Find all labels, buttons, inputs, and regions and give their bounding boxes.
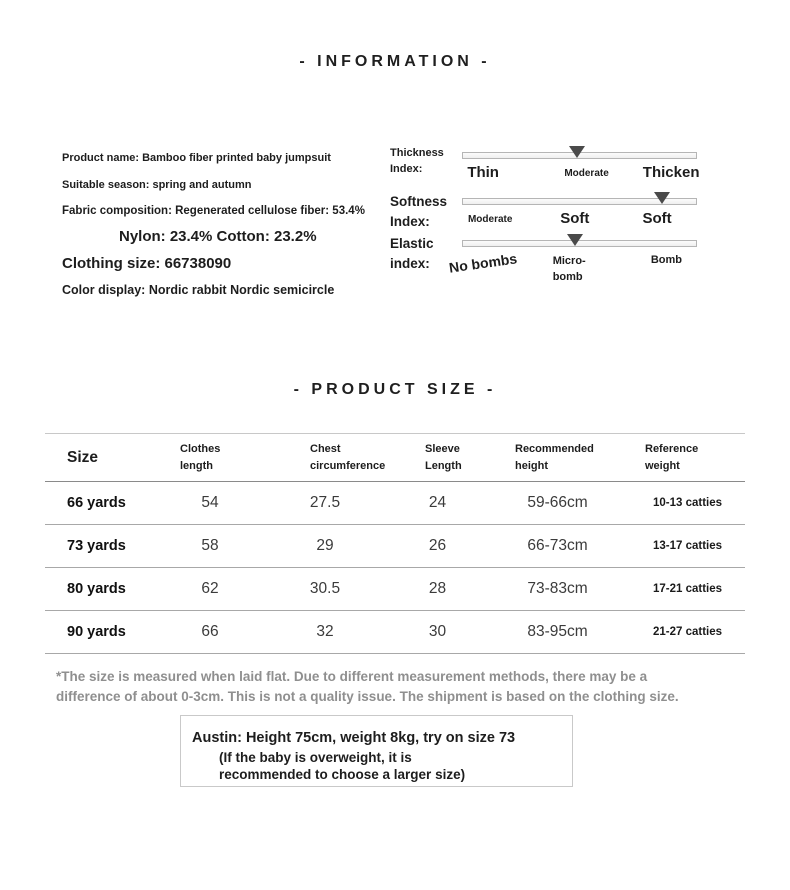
fit-note-line2: recommended to choose a larger size) bbox=[219, 767, 466, 782]
cell-sleeve: 24 bbox=[428, 494, 447, 511]
footnote-line2: difference of about 0-3cm. This is not a quality issue. The shipment is based on the clothing size. bbox=[56, 689, 679, 704]
table-row-80 bbox=[45, 568, 745, 611]
product-size-title: - PRODUCT SIZE - bbox=[293, 381, 497, 398]
index-scales bbox=[390, 144, 712, 294]
cell-size: 73 yards bbox=[67, 538, 126, 554]
cell-size: 90 yards bbox=[67, 624, 126, 640]
table-row-73 bbox=[45, 525, 745, 568]
elastic-label-line1: Elastic bbox=[390, 236, 434, 251]
cell-weight: 10-13 catties bbox=[652, 497, 723, 509]
cell-weight: 13-17 catties bbox=[652, 540, 723, 552]
col-header-recommended-height: Recommended height bbox=[515, 443, 594, 472]
cell-sleeve: 28 bbox=[428, 580, 447, 597]
cell-weight: 17-21 catties bbox=[652, 583, 723, 595]
cell-height: 66-73cm bbox=[527, 537, 588, 554]
elastic-marker-icon bbox=[567, 234, 583, 246]
model-fit-note-box bbox=[180, 715, 573, 787]
elastic-level-no-bombs: No bombs bbox=[448, 250, 519, 276]
col-header-chest-circumference: Chest circumference bbox=[310, 443, 386, 472]
information-title: - INFORMATION - bbox=[299, 53, 491, 70]
elastic-levels bbox=[448, 250, 697, 288]
cell-clothes-length: 54 bbox=[201, 494, 219, 511]
product-name-line: Product name: Bamboo fiber printed baby jumpsuit bbox=[62, 152, 331, 164]
fit-note-line1: (If the baby is overweight, it is bbox=[219, 750, 412, 765]
elastic-level-micro-bomb: Micro-bomb bbox=[552, 255, 586, 283]
cell-chest: 27.5 bbox=[309, 494, 341, 511]
thickness-level-thicken: Thicken bbox=[642, 164, 700, 181]
cell-height: 73-83cm bbox=[527, 580, 588, 597]
table-row-66 bbox=[45, 482, 745, 525]
softness-level-soft-1: Soft bbox=[560, 210, 590, 227]
cell-sleeve: 26 bbox=[428, 537, 447, 554]
cell-sleeve: 30 bbox=[428, 623, 447, 640]
fabric-composition-line: Fabric composition: Regenerated cellulose fiber: 53.4% bbox=[62, 205, 365, 217]
suitable-season-line: Suitable season: spring and autumn bbox=[62, 179, 252, 191]
softness-level-soft-2: Soft bbox=[642, 210, 672, 227]
cell-clothes-length: 62 bbox=[201, 580, 219, 597]
softness-level-moderate: Moderate bbox=[467, 214, 513, 225]
cell-height: 59-66cm bbox=[527, 494, 588, 511]
cell-size: 80 yards bbox=[67, 581, 126, 597]
fit-note-title: Austin: Height 75cm, weight 8kg, try on size 73 bbox=[192, 730, 516, 746]
cell-size: 66 yards bbox=[67, 495, 126, 511]
thickness-label-line2: Index: bbox=[390, 162, 423, 175]
cell-clothes-length: 58 bbox=[201, 537, 219, 554]
thickness-level-moderate: Moderate bbox=[564, 168, 609, 179]
col-header-clothes-length: Clothes length bbox=[180, 443, 221, 472]
fit-note-subtitle bbox=[219, 749, 572, 783]
cell-chest: 32 bbox=[316, 623, 334, 640]
cell-height: 83-95cm bbox=[527, 623, 588, 640]
softness-label-line1: Softness bbox=[390, 194, 448, 209]
thickness-label-line1: Thickness bbox=[390, 147, 444, 159]
size-table-header-row bbox=[45, 434, 745, 482]
thickness-marker-icon bbox=[569, 146, 585, 158]
col-header-reference-weight: Reference weight bbox=[645, 443, 699, 472]
softness-marker-icon bbox=[654, 192, 670, 204]
thickness-index-label bbox=[390, 146, 444, 178]
footnote-line1: *The size is measured when laid flat. Due to different measurement methods, there may be a bbox=[56, 669, 648, 684]
elastic-scale bbox=[448, 232, 697, 288]
cell-weight: 21-27 catties bbox=[652, 626, 723, 638]
size-table bbox=[45, 433, 745, 654]
cell-chest: 30.5 bbox=[309, 580, 341, 597]
col-header-sleeve-length: Sleeve Length bbox=[425, 443, 462, 472]
elastic-index-label bbox=[390, 234, 434, 273]
fabric-composition-line-2: Nylon: 23.4% Cotton: 23.2% bbox=[119, 228, 317, 245]
elastic-level-bomb: Bomb bbox=[650, 254, 683, 266]
cell-chest: 29 bbox=[316, 537, 334, 554]
col-header-size: Size bbox=[67, 448, 99, 466]
thickness-level-thin: Thin bbox=[467, 164, 499, 181]
softness-label-line2: Index: bbox=[390, 213, 430, 229]
cell-clothes-length: 66 bbox=[201, 623, 219, 640]
elastic-label-line2: index: bbox=[390, 255, 430, 271]
table-row-90 bbox=[45, 611, 745, 654]
clothing-size-line: Clothing size: 66738090 bbox=[62, 255, 232, 272]
size-measurement-footnote bbox=[56, 667, 756, 707]
color-display-line: Color display: Nordic rabbit Nordic semicircle bbox=[62, 283, 335, 297]
softness-index-label bbox=[390, 192, 447, 231]
